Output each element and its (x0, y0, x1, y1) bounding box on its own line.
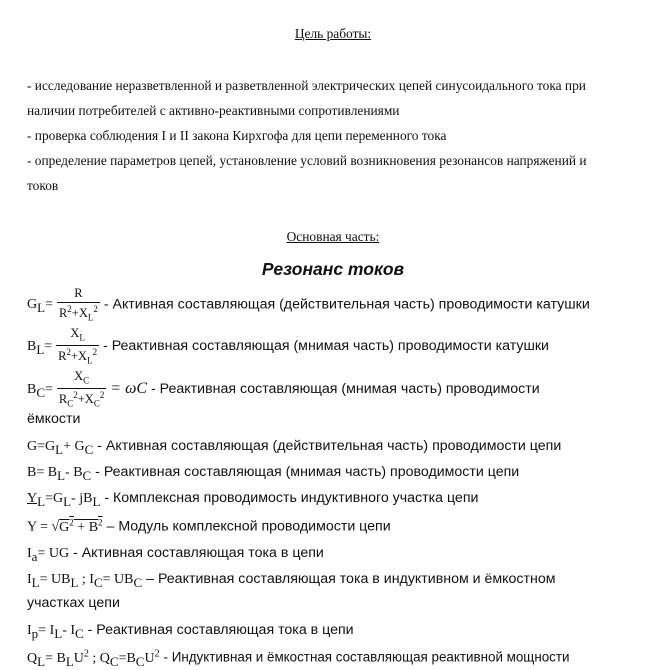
formula-bc-extra: = ωC (110, 379, 148, 397)
formula-ql-qc: $Q_L= B_LU^2$ ; $Q_C=B_CU^2$ - Индуктивная и ёмкостная составляющая реактивной мощности (27, 648, 570, 669)
goal-heading: Цель работы: (294, 26, 372, 41)
formula-ql-qc-desc: - Индуктивная и ёмкостная составляющая реактивной мощности (163, 649, 570, 665)
formula-ip: $I_p= I_L-$ $I_C$ - Реактивная составляющая тока в цепи (27, 622, 354, 641)
goal-item-2: - проверка соблюдения I и II закона Кирхгофа для цепи переменного тока (27, 128, 447, 143)
fraction: $\frac{X_C}{R_C^2+X_C^2}$ (58, 369, 105, 409)
formula-yl-desc: - Комплексная проводимость индуктивного участка цепи (104, 490, 479, 506)
formula-ia-desc: - Активная составляющая тока в цепи (73, 545, 324, 561)
formula-y-desc: – Модуль комплексной проводимости цепи (106, 518, 391, 535)
goal-item-1: - исследование неразветвленной и разветвленной электрических цепей синусоидального тока при (27, 78, 586, 93)
formula-y: $Y = √G^2 + B^2$ – Модуль комплексной проводимости цепи (27, 517, 391, 535)
main-heading: Основная часть: (286, 229, 380, 244)
formula-il-ic-desc: – Реактивная составляющая тока в индуктивном и ёмкостном (146, 571, 556, 587)
formula-bl: $B_L=$ $\frac{X_L}{R^2+X_L^2}$ - Реактивная составляющая (мнимая часть) проводимости катушки (27, 326, 549, 366)
formula-gl: $G_L=$ $\frac{R}{R^2+X_L^2}$ - Активная составляющая (действительная часть) проводимости катушки (27, 286, 590, 323)
goal-item-1-cont: наличии потребителей с активно-реактивными сопротивлениями (27, 103, 400, 118)
goal-item-3-cont: токов (27, 178, 59, 193)
formula-b-desc: - Реактивная составляющая (мнимая часть) проводимости цепи (95, 464, 520, 480)
formula-g-desc: - Активная составляющая (действительная часть) проводимости цепи (97, 438, 562, 454)
formula-bl-desc: - Реактивная составляющая (мнимая часть) проводимости катушки (103, 337, 549, 354)
formula-bc-desc: - Реактивная составляющая (мнимая часть) проводимости (151, 380, 540, 397)
formula-gl-desc: - Активная составляющая (действительная часть) проводимости катушки (103, 296, 590, 313)
formula-il-ic-cont: участках цепи (27, 595, 120, 611)
section-title: Резонанс токов (261, 259, 405, 279)
formula-bc-cont: ёмкости (27, 411, 81, 427)
formula-yl: $Y_L=G_L-$ $jB_L$ - Комплексная проводимость индуктивного участка цепи (27, 490, 479, 509)
fraction: $\frac{R}{R^2+X_L^2}$ (58, 286, 98, 323)
formula-b: $B= B_L-$ $B_C$ - Реактивная составляющая (мнимая часть) проводимости цепи (27, 464, 520, 483)
formula-ia: $I_a=$ UG - Активная составляющая тока в цепи (27, 545, 324, 564)
formula-ip-desc: - Реактивная составляющая тока в цепи (87, 622, 354, 638)
goal-item-3: - определение параметров цепей, установление условий возникновения резонансов напряжений и (27, 153, 587, 168)
formula-il-ic: $I_L= UB_L$ ; $I_C= UB_C$ – Реактивная составляющая тока в индуктивном и ёмкостном (27, 571, 556, 590)
fraction: $\frac{X_L}{R^2+X_L^2}$ (58, 326, 98, 366)
formula-g: $G=G_L+ G_C$ - Активная составляющая (действительная часть) проводимости цепи (27, 438, 562, 457)
formula-bc: $B_C=$ $\frac{X_C}{R_C^2+X_C^2}$ = ωC - Реактивная составляющая (мнимая часть) проводимости (27, 369, 540, 409)
